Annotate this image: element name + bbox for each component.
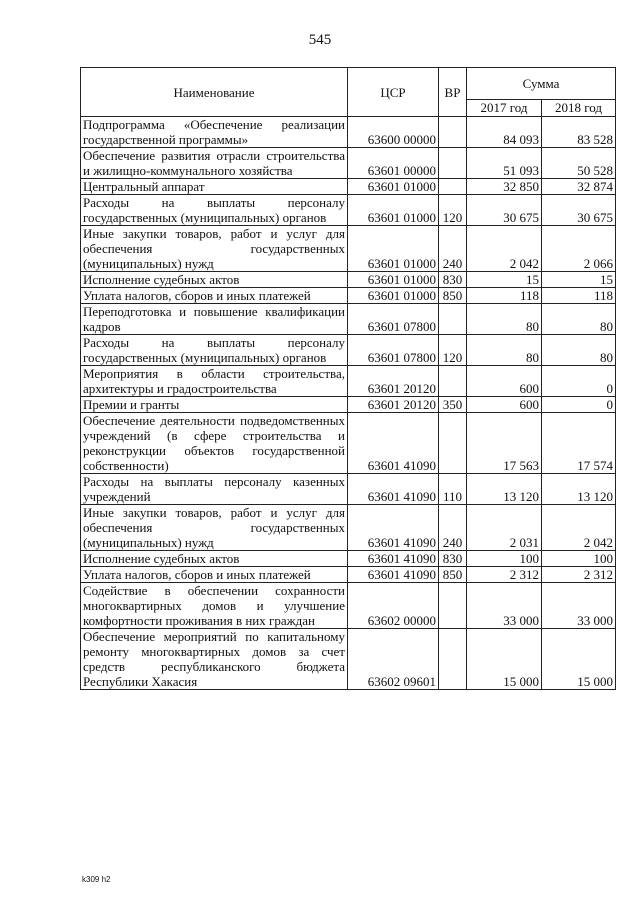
- row-vr-cell: 120: [439, 335, 467, 366]
- row-vr-cell: [439, 148, 467, 179]
- table-row: [81, 304, 616, 335]
- budget-table: [80, 67, 616, 690]
- header-csr: ЦСР: [348, 68, 439, 117]
- table-row: [81, 366, 616, 397]
- row-csr-cell: 63601 01000: [348, 195, 439, 226]
- row-csr-cell: 63602 09601: [348, 629, 439, 690]
- row-amount-2017-cell: 13 120: [467, 474, 542, 505]
- row-amount-2018-cell: 33 000: [542, 583, 616, 629]
- row-csr-cell: 63601 07800: [348, 304, 439, 335]
- row-name-cell: Содействие в обеспечении сохранности многоквартирных домов и улучшение комфортности проживания в них граждан: [81, 583, 348, 629]
- row-vr-cell: [439, 117, 467, 148]
- row-vr-cell: [439, 179, 467, 195]
- row-name-cell: Премии и гранты: [81, 397, 348, 413]
- table-row: [81, 335, 616, 366]
- row-amount-2018-cell: 15 000: [542, 629, 616, 690]
- row-name-cell: Расходы на выплаты персоналу государственных (муниципальных) органов: [81, 195, 348, 226]
- table-row: [81, 474, 616, 505]
- row-csr-cell: 63601 00000: [348, 148, 439, 179]
- row-amount-2017-cell: 80: [467, 304, 542, 335]
- row-amount-2017-cell: 17 563: [467, 413, 542, 474]
- row-amount-2017-cell: 32 850: [467, 179, 542, 195]
- table-row: [81, 397, 616, 413]
- row-name-cell: Центральный аппарат: [81, 179, 348, 195]
- row-amount-2017-cell: 600: [467, 366, 542, 397]
- row-name-cell: Обеспечение развития отрасли строительства и жилищно-коммунального хозяйства: [81, 148, 348, 179]
- table-row: [81, 551, 616, 567]
- table-row: [81, 583, 616, 629]
- row-vr-cell: 240: [439, 505, 467, 551]
- row-amount-2017-cell: 30 675: [467, 195, 542, 226]
- row-amount-2018-cell: 13 120: [542, 474, 616, 505]
- row-amount-2018-cell: 15: [542, 272, 616, 288]
- row-vr-cell: [439, 304, 467, 335]
- header-sum: Сумма: [467, 68, 616, 100]
- row-csr-cell: 63601 01000: [348, 179, 439, 195]
- header-year-2017: 2017 год: [467, 99, 542, 116]
- row-amount-2017-cell: 80: [467, 335, 542, 366]
- table-row: [81, 179, 616, 195]
- row-name-cell: Обеспечение мероприятий по капитальному ремонту многоквартирных домов за счет средств республиканского бюджета Республики Хакасия: [81, 629, 348, 690]
- row-name-cell: Иные закупки товаров, работ и услуг для обеспечения государственных (муниципальных) нужд: [81, 226, 348, 272]
- table-row: [81, 148, 616, 179]
- row-vr-cell: 850: [439, 567, 467, 583]
- row-name-cell: Обеспечение деятельности подведомственных учреждений (в сфере строительства и реконструкции объектов государственной собственности): [81, 413, 348, 474]
- header-vr: ВР: [439, 68, 467, 117]
- row-vr-cell: [439, 366, 467, 397]
- row-name-cell: Переподготовка и повышение квалификации кадров: [81, 304, 348, 335]
- row-amount-2018-cell: 50 528: [542, 148, 616, 179]
- row-amount-2017-cell: 2 042: [467, 226, 542, 272]
- row-vr-cell: 850: [439, 288, 467, 304]
- row-name-cell: Подпрограмма «Обеспечение реализации государственной программы»: [81, 117, 348, 148]
- row-csr-cell: 63601 01000: [348, 272, 439, 288]
- table-row: [81, 567, 616, 583]
- row-amount-2017-cell: 118: [467, 288, 542, 304]
- row-csr-cell: 63601 01000: [348, 226, 439, 272]
- table-row: [81, 629, 616, 690]
- row-vr-cell: 350: [439, 397, 467, 413]
- row-vr-cell: 120: [439, 195, 467, 226]
- row-name-cell: Исполнение судебных актов: [81, 551, 348, 567]
- row-amount-2018-cell: 83 528: [542, 117, 616, 148]
- table-body: [81, 117, 616, 690]
- row-vr-cell: 240: [439, 226, 467, 272]
- row-amount-2017-cell: 2 031: [467, 505, 542, 551]
- row-csr-cell: 63601 41090: [348, 413, 439, 474]
- row-amount-2017-cell: 51 093: [467, 148, 542, 179]
- page-number: 545: [308, 32, 332, 48]
- row-amount-2018-cell: 80: [542, 335, 616, 366]
- row-vr-cell: [439, 413, 467, 474]
- row-name-cell: Расходы на выплаты персоналу казенных учреждений: [81, 474, 348, 505]
- row-csr-cell: 63602 00000: [348, 583, 439, 629]
- row-amount-2017-cell: 84 093: [467, 117, 542, 148]
- row-amount-2017-cell: 15 000: [467, 629, 542, 690]
- row-vr-cell: [439, 629, 467, 690]
- row-amount-2018-cell: 32 874: [542, 179, 616, 195]
- row-csr-cell: 63601 41090: [348, 551, 439, 567]
- row-amount-2018-cell: 2 066: [542, 226, 616, 272]
- table-row: [81, 272, 616, 288]
- table-row: [81, 195, 616, 226]
- row-csr-cell: 63601 41090: [348, 474, 439, 505]
- row-name-cell: Уплата налогов, сборов и иных платежей: [81, 567, 348, 583]
- row-amount-2017-cell: 600: [467, 397, 542, 413]
- row-amount-2018-cell: 0: [542, 397, 616, 413]
- row-amount-2017-cell: 15: [467, 272, 542, 288]
- row-vr-cell: [439, 583, 467, 629]
- table-row: [81, 117, 616, 148]
- table-header: [81, 68, 616, 117]
- header-year-2018: 2018 год: [542, 99, 616, 116]
- row-amount-2018-cell: 118: [542, 288, 616, 304]
- row-csr-cell: 63601 01000: [348, 288, 439, 304]
- row-csr-cell: 63601 41090: [348, 505, 439, 551]
- table-row: [81, 226, 616, 272]
- row-amount-2017-cell: 2 312: [467, 567, 542, 583]
- row-name-cell: Мероприятия в области строительства, архитектуры и градостроительства: [81, 366, 348, 397]
- row-vr-cell: 830: [439, 551, 467, 567]
- header-name: Наименование: [81, 68, 348, 117]
- row-amount-2018-cell: 30 675: [542, 195, 616, 226]
- row-amount-2017-cell: 33 000: [467, 583, 542, 629]
- table-row: [81, 413, 616, 474]
- row-amount-2018-cell: 2 312: [542, 567, 616, 583]
- row-csr-cell: 63601 41090: [348, 567, 439, 583]
- row-name-cell: Иные закупки товаров, работ и услуг для обеспечения государственных (муниципальных) нужд: [81, 505, 348, 551]
- row-amount-2018-cell: 80: [542, 304, 616, 335]
- table-row: [81, 288, 616, 304]
- row-name-cell: Исполнение судебных актов: [81, 272, 348, 288]
- row-name-cell: Уплата налогов, сборов и иных платежей: [81, 288, 348, 304]
- row-csr-cell: 63601 07800: [348, 335, 439, 366]
- row-csr-cell: 63600 00000: [348, 117, 439, 148]
- row-amount-2018-cell: 17 574: [542, 413, 616, 474]
- row-amount-2018-cell: 100: [542, 551, 616, 567]
- row-csr-cell: 63601 20120: [348, 366, 439, 397]
- footer-code: k309 h2: [82, 875, 111, 884]
- row-amount-2017-cell: 100: [467, 551, 542, 567]
- row-amount-2018-cell: 2 042: [542, 505, 616, 551]
- row-vr-cell: 110: [439, 474, 467, 505]
- table-row: [81, 505, 616, 551]
- row-csr-cell: 63601 20120: [348, 397, 439, 413]
- row-name-cell: Расходы на выплаты персоналу государственных (муниципальных) органов: [81, 335, 348, 366]
- row-vr-cell: 830: [439, 272, 467, 288]
- row-amount-2018-cell: 0: [542, 366, 616, 397]
